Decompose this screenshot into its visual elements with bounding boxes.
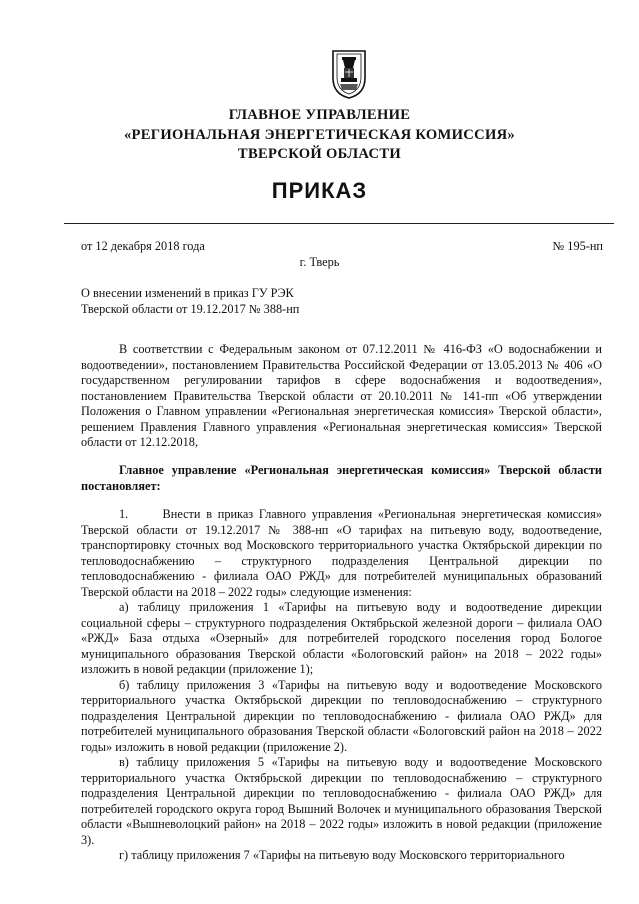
paragraph-item-1: 1. Внести в приказ Главного управления «Региональная энергетическая комиссия» Тверской области от 19.12.2017 № 388-нп «О тарифах на питьевую воду, водоотведение, транспортировку сточных вод Московского территориального участка Октябрьской дирекции по тепловодоснабжению – структурного подразделения Центральной дирекции по тепловодоснабжению - филиала ОАО РЖД» для потребителей муниципальных образований Тверской области на 2018 – 2022 годы» следующие изменения:: [81, 507, 606, 599]
paragraph-item-v: в) таблицу приложения 5 «Тарифы на питьевую воду и водоотведение Московского территориального участка Октябрьской дирекции по тепловодоснабжению – структурного подразделения Центральной дирекции по тепловодоснабжению - филиала ОАО РЖД» для потребителей городского округа город Вышний Волочек и муниципального образования Тверской области «Вышневолоцкий район» на 2018 – 2022 годы» изложить в новой редакции (приложение 3).: [81, 755, 602, 847]
document-title: ПРИКАЗ: [271, 178, 368, 203]
header-line-1: ГЛАВНОЕ УПРАВЛЕНИЕ: [228, 107, 411, 123]
order-date: от 12 декабря 2018 года: [81, 239, 205, 253]
order-number: № 195-нп: [552, 239, 603, 253]
decree-statement: Главное управление «Региональная энергетическая комиссия» Тверской области постановляет:: [81, 463, 602, 493]
order-body: [81, 507, 606, 864]
paragraph-item-a: а) таблицу приложения 1 «Тарифы на питьевую воду и водоотведение дирекции социальной сферы – структурного подразделения Октябрьской железной дороги – филиала ОАО «РЖД» База отдыха «Озерный» для потребителей городского поселения город Бологое муниципального образования Тверской области «Бологовский район» на 2018 – 2022 годы» изложить в новой редакции (приложение 1);: [81, 600, 602, 676]
preamble-paragraph: В соответствии с Федеральным законом от 07.12.2011 № 416-ФЗ «О водоснабжении и водоотведении», постановлением Правительства Российской Федерации от 13.05.2013 № 406 «О государственном регулировании тарифов в сфере водоснабжения и водоотведения», постановлением Правительства Тверской области от 20.10.2011 № 141-пп «Об утверждении Положения о Главном управлении «Региональная энергетическая комиссия» Тверской области», решением Правления Главного управления «Региональная энергетическая комиссия» Тверской области от 12.12.2018,: [81, 342, 602, 449]
paragraph-item-g: г) таблицу приложения 7 «Тарифы на питьевую воду Московского территориального: [119, 848, 565, 862]
paragraph-item-b: б) таблицу приложения 3 «Тарифы на питьевую воду и водоотведение Московского территориального участка Октябрьской дирекции по тепловодоснабжению – структурного подразделения Центральной дирекции по тепловодоснабжению - филиала ОАО РЖД» для потребителей муниципального образования Тверской области «Бологовский район на 2018 – 2022 годы» изложить в новой редакции (приложение 2).: [81, 677, 602, 754]
tver-coat-of-arms-icon: [331, 48, 367, 100]
agency-header: [0, 106, 639, 165]
header-divider: [64, 223, 614, 224]
subject-line-1: О внесении изменений в приказ ГУ РЭК: [81, 286, 294, 300]
header-line-3: ТВЕРСКОЙ ОБЛАСТИ: [237, 146, 402, 162]
order-city: г. Тверь: [299, 255, 340, 269]
order-subject: [81, 286, 381, 317]
header-line-2: «РЕГИОНАЛЬНАЯ ЭНЕРГЕТИЧЕСКАЯ КОМИССИЯ»: [123, 126, 516, 143]
subject-line-2: Тверской области от 19.12.2017 № 388-нп: [81, 301, 300, 316]
